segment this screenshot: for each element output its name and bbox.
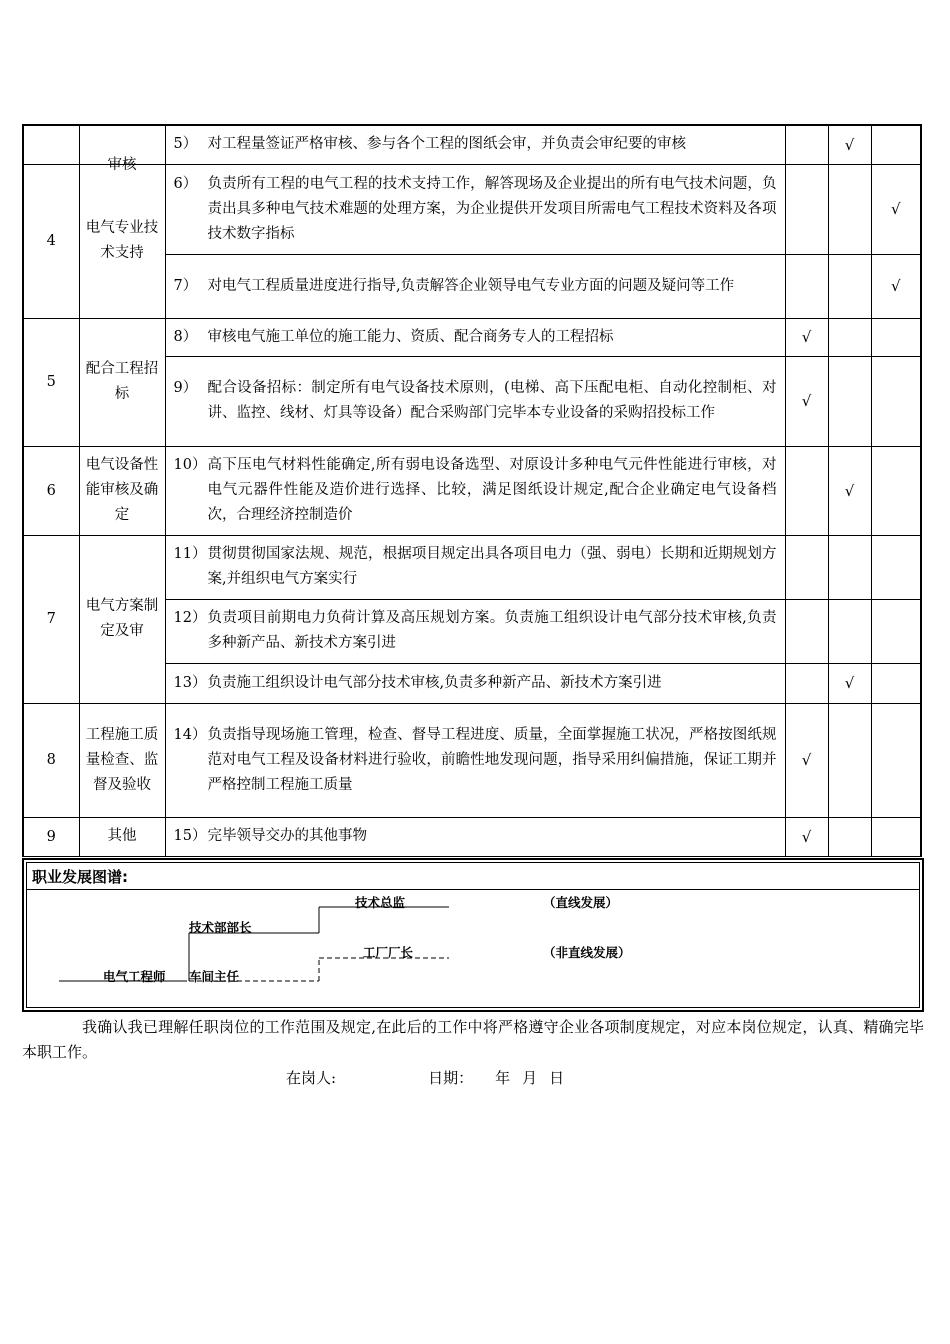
check-cell [871, 599, 921, 663]
check-cell [785, 164, 828, 254]
check-cell [871, 535, 921, 599]
row-category: 审核 [79, 125, 165, 164]
career-path-inner [26, 862, 920, 1008]
row-category: 其他 [79, 817, 165, 856]
duty-item [165, 164, 785, 254]
duties-table [22, 124, 922, 857]
duty-number: 13） [173, 674, 207, 691]
duty-item [165, 817, 785, 856]
node-tech-director: 技术总监 [355, 895, 406, 910]
check-cell [828, 164, 871, 254]
check-cell [785, 663, 828, 703]
linear-path-label: （直线发展） [543, 895, 619, 910]
check-cell [785, 125, 828, 164]
nonlinear-path-label: （非直线发展） [543, 945, 631, 960]
row-category: 电气专业技术支持 [79, 164, 165, 318]
duty-number: 7） [173, 277, 198, 294]
row-category: 电气方案制定及审 [79, 535, 165, 703]
table-row [23, 318, 921, 356]
check-cell [785, 254, 828, 318]
duty-text: 负责施工组织设计电气部分技术审核,负责多种新产品、新技术方案引进 [207, 674, 662, 691]
check-cell [871, 663, 921, 703]
table-row [23, 817, 921, 856]
month-label: 月 [522, 1069, 538, 1087]
duty-text: 对电气工程质量进度进行指导,负责解答企业领导电气专业方面的问题及疑问等工作 [207, 277, 735, 294]
check-cell [828, 356, 871, 446]
duty-number: 6） [173, 175, 198, 192]
duty-text: 配合设备招标：制定所有电气设备技术原则，(电梯、高下压配电柜、自动化控制柜、对讲、监控、线材、灯具等设备）配合采购部门完毕本专业设备的采购招投标工作 [207, 380, 777, 421]
duty-number: 11） [173, 546, 207, 562]
signature-row [286, 1067, 564, 1088]
row-number: 8 [23, 703, 79, 817]
duty-number: 5） [173, 136, 198, 153]
check-cell [871, 318, 921, 356]
row-number: 6 [23, 446, 79, 535]
row-number: 7 [23, 535, 79, 703]
duty-item [165, 125, 785, 164]
table-row [23, 164, 921, 254]
incumbent-label: 在岗人: [286, 1069, 337, 1087]
duty-item [165, 663, 785, 703]
table-row [23, 446, 921, 535]
duty-item [165, 254, 785, 318]
duty-number: 15） [173, 828, 207, 844]
table-row [23, 535, 921, 599]
check-cell [871, 703, 921, 817]
row-number [23, 125, 79, 164]
career-path-box [22, 858, 924, 1012]
duty-text: 对工程量签证严格审核、参与各个工程的图纸会审，并负责会审纪要的审核 [207, 136, 686, 153]
row-number: 4 [23, 164, 79, 318]
confirmation-statement: 我确认我已理解任职岗位的工作范围及规定,在此后的工作中将严格遵守企业各项制度规定，对应本岗位规定，认真、精确完毕本职工作。 [22, 1018, 924, 1061]
duty-number: 12） [173, 610, 207, 626]
row-category: 配合工程招标 [79, 318, 165, 446]
check-mark-cell: √ [785, 817, 828, 856]
duty-item [165, 703, 785, 817]
check-cell [828, 318, 871, 356]
row-category: 工程施工质量检查、监督及验收 [79, 703, 165, 817]
duty-number: 14） [173, 726, 207, 743]
duty-item [165, 535, 785, 599]
career-title: 职业发展图谱: [32, 868, 128, 886]
duty-text: 负责项目前期电力负荷计算及高压规划方案。负责施工组织设计电气部分技术审核,负责多种新产品、新技术方案引进 [207, 610, 777, 651]
duty-item [165, 599, 785, 663]
node-tech-dept-head: 技术部部长 [189, 920, 252, 935]
check-cell [828, 599, 871, 663]
check-cell [785, 446, 828, 535]
check-mark-cell: √ [871, 254, 921, 318]
duty-item [165, 318, 785, 356]
row-category: 电气设备性能审核及确定 [79, 446, 165, 535]
check-cell [785, 599, 828, 663]
duty-text: 完毕领导交办的其他事物 [207, 828, 367, 844]
node-workshop-director: 车间主任 [189, 969, 240, 984]
duty-number: 9） [173, 380, 198, 396]
check-mark-cell: √ [828, 446, 871, 535]
row-number: 5 [23, 318, 79, 446]
check-mark-cell: √ [871, 164, 921, 254]
check-mark-cell: √ [785, 703, 828, 817]
duty-text: 负责指导现场施工管理，检查、督导工程进度、质量，全面掌握施工状况，严格按图纸规范对电气工程及设备材料进行验收，前瞻性地发现问题，指导采用纠偏措施，保证工期并严格控制工程施工质量 [207, 726, 777, 793]
duty-text: 审核电气施工单位的施工能力、资质、配合商务专人的工程招标 [207, 328, 614, 345]
duty-text: 贯彻贯彻国家法规、规范，根据项目规定出具各项目电力（强、弱电）长期和近期规划方案,并组织电气方案实行 [207, 546, 777, 587]
duty-number: 10） [173, 457, 207, 473]
table-row [23, 125, 921, 164]
table-row [23, 703, 921, 817]
check-mark-cell: √ [785, 356, 828, 446]
duty-item [165, 356, 785, 446]
duty-text: 负责所有工程的电气工程的技术支持工作，解答现场及企业提出的所有电气技术问题，负责出具多种电气技术难题的处理方案，为企业提供开发项目所需电气工程技术资料及各项技术数字指标 [207, 175, 777, 242]
row-number: 9 [23, 817, 79, 856]
check-cell [871, 356, 921, 446]
date-label: 日期： [428, 1069, 474, 1087]
node-electrical-engineer: 电气工程师 [103, 969, 166, 984]
duty-text: 高下压电气材料性能确定,所有弱电设备选型、对原设计多种电气元件性能进行审核，对电气元器件性能及造价进行选择、比较，满足图纸设计规定,配合企业确定电气设备档次，合理经济控制造价 [207, 457, 777, 523]
node-factory-director: 工厂厂长 [363, 945, 414, 960]
check-cell [828, 254, 871, 318]
check-mark-cell: √ [785, 318, 828, 356]
check-cell [871, 817, 921, 856]
day-label: 日 [549, 1069, 565, 1087]
check-mark-cell: √ [828, 663, 871, 703]
check-cell [871, 125, 921, 164]
year-label: 年 [495, 1069, 511, 1087]
check-mark-cell: √ [828, 125, 871, 164]
check-cell [828, 703, 871, 817]
career-path-lines [27, 863, 923, 1011]
check-cell [828, 535, 871, 599]
check-cell [785, 535, 828, 599]
check-cell [828, 817, 871, 856]
check-cell [871, 446, 921, 535]
duty-item [165, 446, 785, 535]
duty-number: 8） [173, 328, 198, 345]
